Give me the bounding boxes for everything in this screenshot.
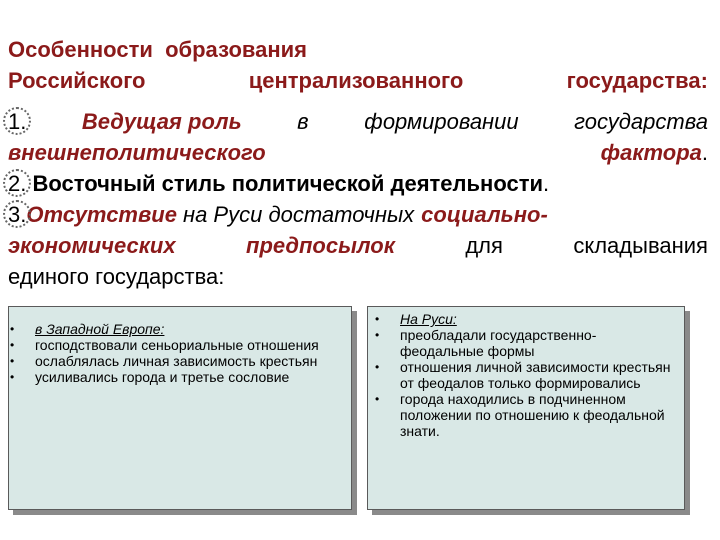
title-word: централизованного [248, 68, 464, 93]
list-item: • господствовали сеньориальные отношения [10, 337, 319, 353]
point-2: 2. Восточный стиль политической деятельности. [8, 168, 708, 199]
list-item: • отношения личной зависимости крестьян от феодалов только формировались [375, 359, 671, 391]
title-word: Российского [8, 68, 146, 93]
point-1 [8, 106, 708, 168]
point-number: 1. [8, 106, 26, 137]
point-number: 3. [8, 199, 26, 230]
point-1-line-2: внешнеполитического фактора. [8, 140, 708, 165]
western-europe-box [8, 306, 352, 510]
point-1-line-1: 1. Ведущая роль в формировании государства [8, 106, 708, 137]
point-1-keyword: Ведущая роль [81, 109, 242, 134]
list-item: • преобладали государственно-феодальные формы [375, 327, 597, 359]
point-2-text: Восточный стиль политической деятельности [32, 171, 544, 196]
title-word: государства: [566, 68, 708, 93]
point-3-line-2: экономических предпосылок для складывания [8, 233, 708, 258]
title-line-1: Особенности образования [8, 37, 308, 62]
dotted-circle-icon [3, 107, 31, 135]
point-3-line-3: единого государства: [8, 264, 225, 289]
list-item: • города находились в подчиненном положении по отношению к феодальной знати. [375, 391, 665, 439]
list-item: • На Руси: [375, 311, 457, 327]
point-number: 2. [8, 168, 26, 199]
rus-list [368, 307, 680, 439]
point-3-line-1: 3. Отсутствие на Руси достаточных социально- [8, 199, 708, 230]
slide-title [8, 34, 708, 96]
point-3 [8, 199, 708, 292]
dotted-circle-icon [3, 200, 31, 228]
dotted-circle-icon [3, 169, 31, 197]
list-item: • ослаблялась личная зависимость крестьян [10, 353, 318, 369]
list-item: • в Западной Европе: [10, 321, 165, 337]
rus-box [367, 306, 685, 510]
list-item: • усиливались города и третье сословие [10, 369, 290, 385]
western-europe-list [9, 307, 351, 385]
title-line-2 [8, 65, 708, 96]
